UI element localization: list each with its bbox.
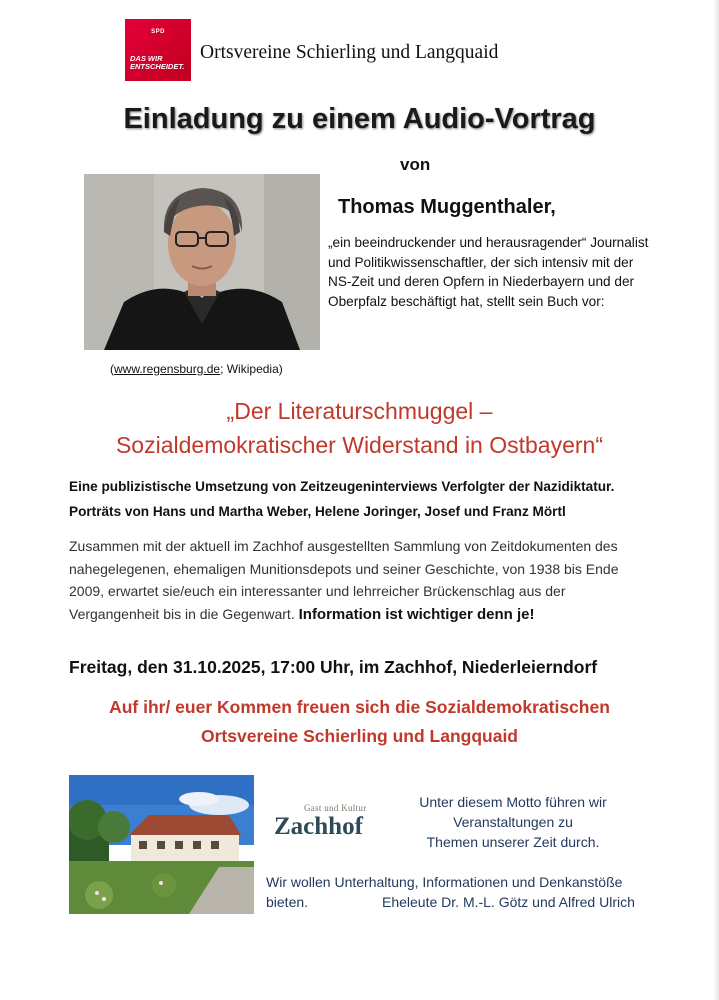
paragraph-text: Zusammen mit der aktuell im Zachhof ausgestellten Sammlung von Zeitdokumenten des nahegelegenen, ehemaligen Munitionsdepots und seiner Geschichte, von 1938 bis Ende 2009, erwartet sie/euch ein interessanter und lehrreicher Brückenschlag aus der Vergangenheit bis in die Gegenwart. [69,538,619,622]
zachhof-logo-name: Zachhof [274,813,363,840]
spd-logo [125,19,191,81]
credit-link[interactable]: www.regensburg.de [114,362,221,376]
credit-rest: ; Wikipedia) [220,362,283,376]
speaker-bio: „ein beeindruckender und herausragender“ Journalist und Politikwissenschaftler, der sich intensiv mit der NS-Zeit und deren Opfern in Niederbayern und der Oberpfalz beschäftigt hat, stellt sein Buch vor: [328,235,649,309]
motto-line2: Veranstaltungen zu [453,814,573,830]
zachhof-photo-illustration [69,775,254,914]
invitation-line2: Ortsvereine Schierling und Langquaid [201,726,518,746]
speaker-portrait-illustration [84,174,320,350]
footer-line1: Wir wollen Unterhaltung, Informationen und Denkanstöße [266,874,623,890]
speaker-name: Thomas Muggenthaler, [338,196,556,218]
spd-slogan-line1: DAS WIR [130,54,163,63]
organization-name: Ortsvereine Schierling und Langquaid [200,42,499,63]
page-edge-shadow [713,0,719,1000]
motto-line3: Themen unserer Zeit durch. [426,834,600,850]
von-label: von [400,155,431,174]
footer-signature: Eheleute Dr. M.-L. Götz und Alfred Ulrich [382,894,635,910]
spd-logo-abbr: SPD [151,29,165,35]
page-title: Einladung zu einem Audio-Vortrag [123,103,596,135]
speaker-portrait [84,174,320,350]
motto-line1: Unter diesem Motto führen wir [419,794,607,810]
spd-logo-slogan [130,55,184,71]
book-title-line1: „Der Literaturschmuggel – [226,398,493,424]
event-date: Freitag, den 31.10.2025, 17:00 Uhr, im Zachhof, Niederleierndorf [69,657,598,677]
zachhof-photo [69,775,254,914]
event-paragraph [69,535,654,626]
footer-line2-left: bieten. [266,894,309,910]
description-line1: Eine publizistische Umsetzung von Zeitzeugeninterviews Verfolgter der Nazidiktatur. [69,479,615,494]
credit-open: ( [110,362,114,376]
invitation-line1: Auf ihr/ euer Kommen freuen sich die Sozialdemokratischen [109,697,610,717]
book-title-line2: Sozialdemokratischer Widerstand in Ostbayern“ [115,432,604,458]
motto-text [398,792,628,852]
description-line2: Porträts von Hans und Martha Weber, Helene Joringer, Josef und Franz Mörtl [69,504,566,519]
zachhof-logo [272,805,384,845]
photo-credit [110,362,283,376]
paragraph-emphasis: Information ist wichtiger denn je! [298,605,535,623]
spd-slogan-line2: ENTSCHEIDET. [130,62,185,71]
zachhof-logo-tagline: Gast und Kultur [304,803,367,813]
